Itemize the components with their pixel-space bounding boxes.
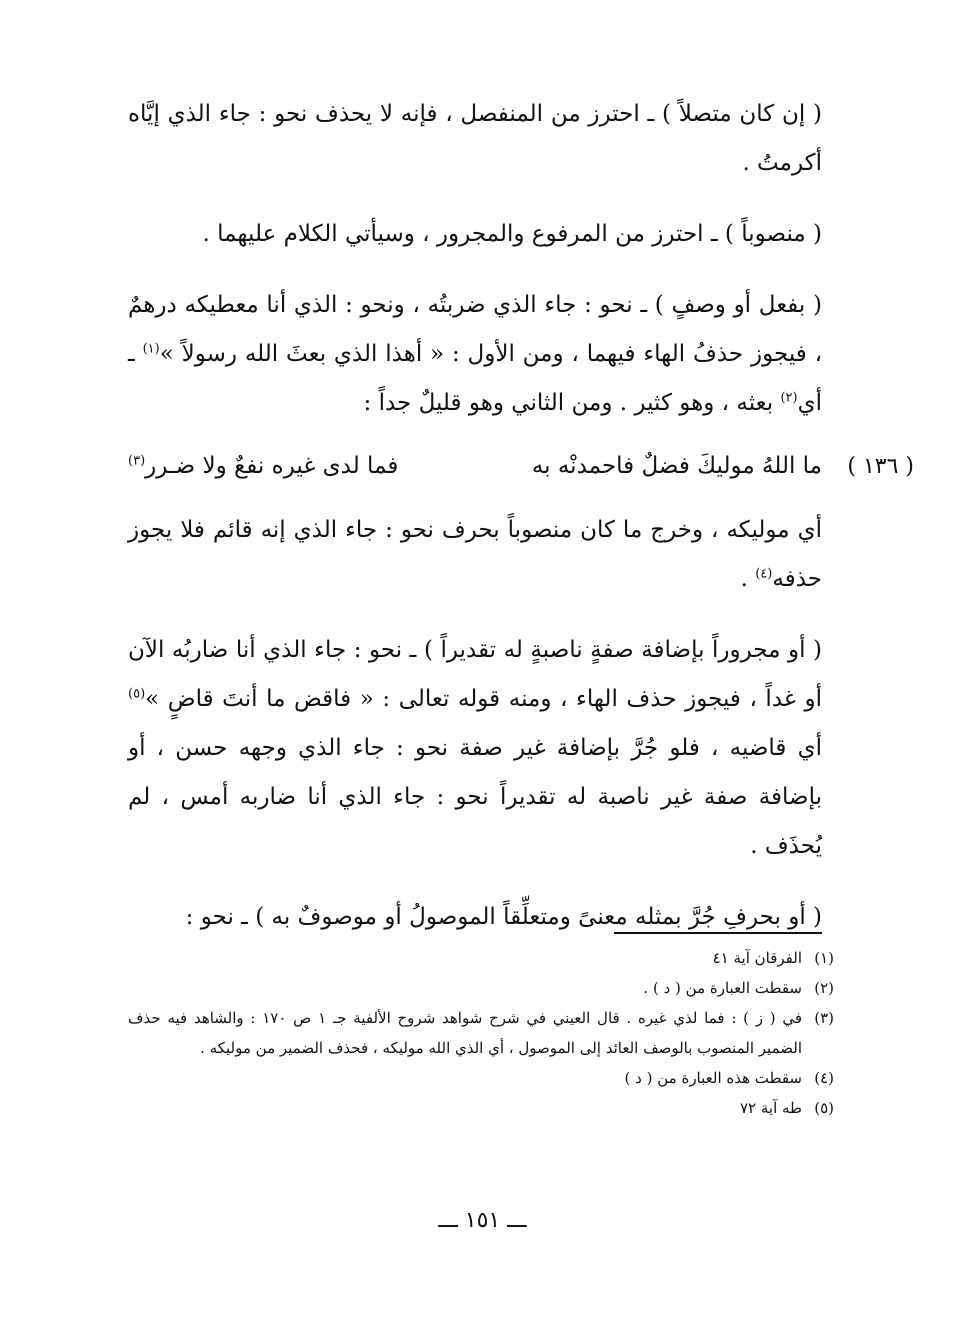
footnote-ref-5[interactable]: (٥) bbox=[128, 686, 146, 702]
poetry-verse bbox=[128, 442, 914, 492]
paragraph-bi-harf bbox=[128, 893, 822, 942]
paragraph-mansub bbox=[128, 210, 822, 259]
footnote-separator bbox=[614, 932, 822, 934]
paragraph-mawlikah: أي موليكه ، وخرج ما كان منصوباً بحرف نحو : جاء الذي إنه قائم فلا يجوز حذفه$^{(٤)}$ . bbox=[128, 517, 822, 592]
footnote-4 bbox=[128, 1063, 834, 1093]
paragraph-muttasil bbox=[128, 90, 822, 188]
paragraph-text: ـ أي bbox=[128, 341, 822, 416]
footnote-number: (٢) bbox=[814, 979, 834, 997]
footnote-2 bbox=[128, 973, 834, 1003]
paragraph-text: بعثه ، وهو كثير . ومن الثاني وهو قليلٌ جداً : bbox=[363, 390, 774, 416]
footnote-ref-4[interactable]: (٤) bbox=[755, 566, 773, 582]
footnotes bbox=[128, 943, 834, 1123]
footnote-number: (١) bbox=[814, 949, 834, 967]
paragraph-bi-fil bbox=[128, 281, 822, 428]
paragraph-text: ( أو بحرفِ جُرَّ بمثله معنىً ومتعلِّقاً الموصولُ أو موصوفٌ به ) ـ نحو : bbox=[185, 904, 822, 930]
paragraph-text: ( بفعل أو وصفٍ ) ـ نحو : جاء الذي ضربتُه ، ونحو : الذي أنا معطيكه درهمٌ ، فيجوز حذفُ الهاء فيهما ، ومن الأول : « أهذا الذي بعثَ الله رسولاً » bbox=[128, 292, 823, 367]
footnote-ref-2[interactable]: (٢) bbox=[780, 390, 798, 406]
verse-number: ( ١٣٦ ) bbox=[847, 454, 914, 479]
paragraph-text: ( أو مجروراً بإضافة صفةٍ ناصبةٍ له تقديراً ) ـ نحو : جاء الذي أنا ضاربُه الآن أو غداً ، فيجوز حذف الهاء ، ومنه قوله تعالى : « فاقض ما أنتَ قاضٍ » bbox=[128, 637, 822, 712]
footnote-text: في ( ز ) : فما لذي غيره . قال العيني في شرح شواهد شروح الألفية جـ ١ ص ١٧٠ : والشاهد فيه حذف الضمير المنصوب بالوصف العائد إلى الموصول ، أي الذي الله موليكه ، فحذف الضمير من موليكه . bbox=[128, 1009, 803, 1057]
paragraph-text: أي قاضيه ، فلو جُرَّ بإضافة غير صفة نحو : جاء الذي وجهه حسن ، أو بإضافة صفة غير ناصبة له تقديراً نحو : جاء الذي أنا ضاربه أمس ، لم يُحذَف . bbox=[128, 735, 822, 859]
footnote-ref-3[interactable]: (٣) bbox=[128, 453, 146, 469]
footnote-number: (٣) bbox=[814, 1009, 834, 1027]
footnote-text: سقطت العبارة من ( د ) . bbox=[643, 979, 802, 997]
page-number: ـــ ١٥١ ـــ bbox=[438, 1208, 527, 1233]
footnote-text: سقطت هذه العبارة من ( د ) bbox=[624, 1069, 802, 1087]
footnote-3 bbox=[128, 1003, 834, 1063]
footnote-number: (٤) bbox=[814, 1069, 834, 1087]
verse-first-hemistich: ما اللهُ موليكَ فضلٌ فاحمدنْه به bbox=[531, 453, 822, 479]
footnote-ref-1[interactable]: (١) bbox=[142, 341, 160, 357]
footnote-text: طه آية ٧٢ bbox=[739, 1099, 802, 1117]
paragraph-text: ( منصوباً ) ـ احترز من المرفوع والمجرور ، وسيأتي الكلام عليهما . bbox=[202, 221, 822, 247]
footnote-5 bbox=[128, 1093, 834, 1123]
paragraph-majrur bbox=[128, 626, 822, 871]
footnote-1 bbox=[128, 943, 834, 973]
footnote-text: الفرقان آية ٤١ bbox=[712, 949, 802, 967]
verse-second-hemistich-wrap bbox=[128, 442, 398, 491]
main-text bbox=[128, 90, 914, 964]
footnote-number: (٥) bbox=[814, 1099, 834, 1117]
paragraph-text: أي موليكه ، وخرج ما كان منصوباً بحرف نحو : جاء الذي إنه قائم فلا يجوز حذفه bbox=[128, 517, 822, 592]
paragraph-text: ( إن كان متصلاً ) ـ احترز من المنفصل ، فإنه لا يحذف نحو : جاء الذي إيَّاه أكرمتُ . bbox=[128, 101, 822, 176]
verse-second-hemistich: فما لدى غيره نفعٌ ولا ضـرر bbox=[145, 453, 399, 479]
